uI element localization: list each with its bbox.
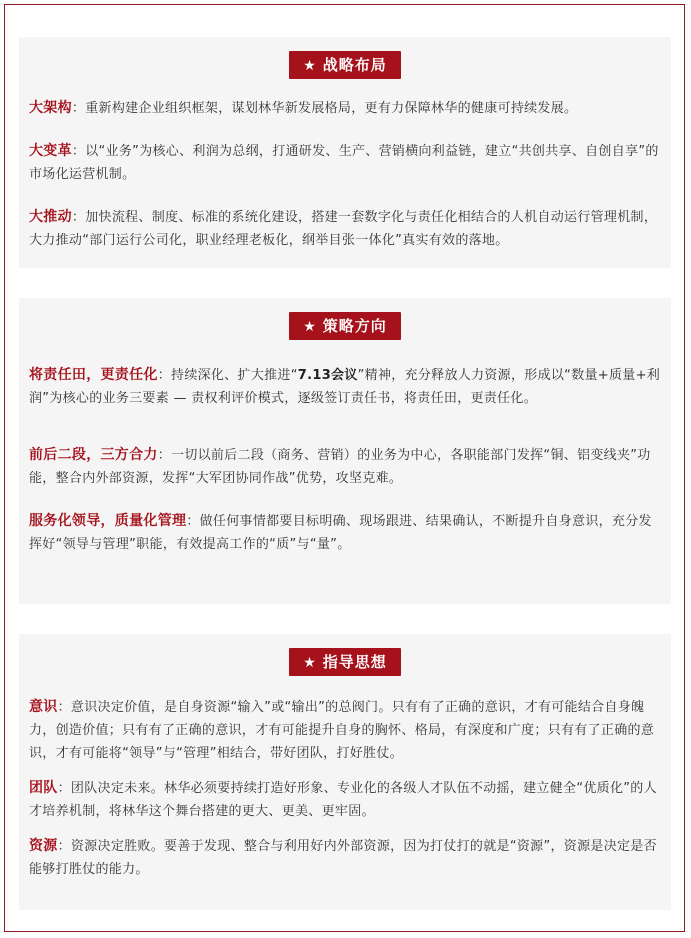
item-separator: ： xyxy=(157,448,172,463)
paragraph-item xyxy=(29,777,661,823)
paragraph-item xyxy=(29,140,661,186)
section-title: 指导思想 xyxy=(322,653,387,671)
item-keyword: 前后二段，三方合力 xyxy=(29,447,158,463)
section-strategy-layout xyxy=(19,37,671,268)
section-title: 策略方向 xyxy=(322,317,387,335)
section-strategy-direction xyxy=(19,298,671,604)
item-keyword: 将责任田，更责任化 xyxy=(29,367,158,383)
section-guiding-thought xyxy=(19,634,671,910)
item-text: 团队决定未来。林华必须要持续打造好形象、专业化的各级人才队伍不动摇，建立健全“优质化”的人才培养机制，将林华这个舞台搭建的更大、更美、更牢固。 xyxy=(29,781,657,819)
item-separator: ： xyxy=(57,700,71,715)
section-title: 战略布局 xyxy=(322,56,387,74)
item-keyword: 团队 xyxy=(29,780,58,796)
item-keyword: 资源 xyxy=(29,838,58,854)
item-text: 重新构建企业组织框架，谋划林华新发展格局，更有力保障林华的健康可持续发展。 xyxy=(85,101,578,116)
item-separator: ： xyxy=(186,514,200,529)
item-separator: ： xyxy=(71,101,86,116)
item-keyword: 大推动 xyxy=(29,209,72,225)
item-text: 做任何事情都要目标明确、现场跟进、结果确认，不断提升自身意识，充分发挥好“领导与管理”职能，有效提高工作的“质”与“量”。 xyxy=(29,514,652,552)
paragraph-item xyxy=(29,97,661,120)
item-text: 一切以前后二段（商务、营销）的业务为中心，各职能部门发挥“铜、铝变线夹”功能，整合内外部资源，发挥“大军团协同作战”优势，攻坚克难。 xyxy=(29,448,651,486)
star-icon: ★ xyxy=(303,319,317,335)
section-title-badge xyxy=(289,648,401,676)
item-text: 资源决定胜败。要善于发现、整合与利用好内外部资源，因为打仗打的就是“资源”，资源是决定是否能够打胜仗的能力。 xyxy=(29,839,657,877)
item-text: 持续深化、扩大推进“ xyxy=(171,368,298,383)
item-text: 以“业务”为核心、利润为总纲，打通研发、生产、营销横向利益链，建立“共创共享、自创自享”的市场化运营机制。 xyxy=(29,144,659,182)
paragraph-item xyxy=(29,444,661,490)
item-separator: ： xyxy=(157,368,172,383)
paragraph-item xyxy=(29,510,661,556)
item-separator: ： xyxy=(57,781,71,796)
star-icon: ★ xyxy=(303,58,317,74)
item-keyword: 服务化领导，质量化管理 xyxy=(29,513,187,529)
item-keyword: 大架构 xyxy=(29,100,72,116)
paragraph-item xyxy=(29,835,661,881)
paragraph-item xyxy=(29,206,661,252)
item-keyword: 意识 xyxy=(29,699,58,715)
item-text: ”精神，充分释放人力资源，形成以“数量+质量+利润”为核心的业务三要素 — 责权利评价模式，逐级签订责任书，将责任田，更责任化。 xyxy=(29,368,661,406)
meeting-highlight: 7.13会议 xyxy=(297,368,358,383)
item-separator: ： xyxy=(71,210,86,225)
section-title-badge xyxy=(289,51,401,79)
item-separator: ： xyxy=(71,144,86,159)
item-keyword: 大变革 xyxy=(29,143,72,159)
paragraph-item xyxy=(29,696,661,765)
paragraph-item xyxy=(29,364,661,410)
item-separator: ： xyxy=(57,839,71,854)
item-text: 意识决定价值，是自身资源“输入”或“输出”的总阀门。只有有了正确的意识，才有可能结合自身魄力，创造价值；只有有了正确的意识，才有可能提升自身的胸怀、格局，有深度和广度；只有有了正确的意识，才有可能将“领导”与“管理”相结合，带好团队，打好胜仗。 xyxy=(29,700,655,761)
section-title-badge xyxy=(289,312,401,340)
item-text: 加快流程、制度、标准的系统化建设，搭建一套数字化与责任化相结合的人机自动运行管理机制，大力推动“部门运行公司化，职业经理老板化，纲举目张一体化”真实有效的落地。 xyxy=(29,210,658,248)
star-icon: ★ xyxy=(303,655,317,671)
